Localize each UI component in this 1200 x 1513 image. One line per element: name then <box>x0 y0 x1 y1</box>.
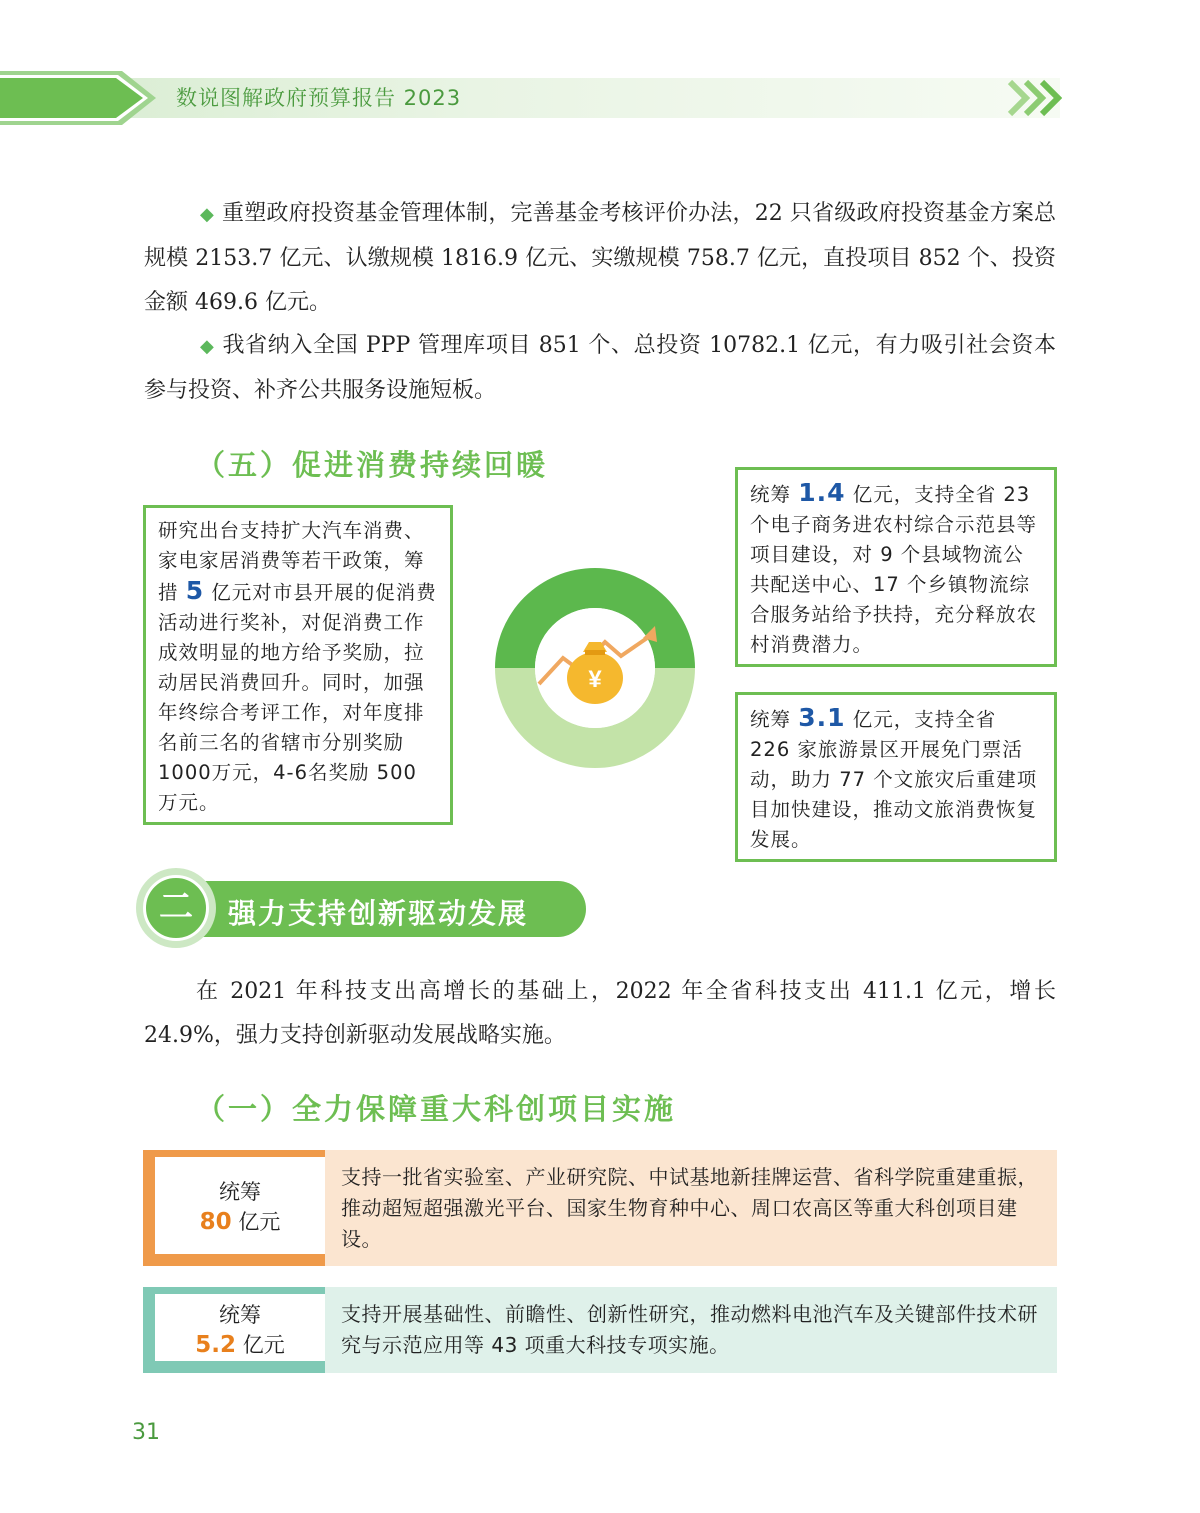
diamond-bullet-icon: ◆ <box>200 204 215 225</box>
paragraph-ppp <box>144 324 1056 413</box>
funding-label <box>143 1287 325 1373</box>
page-number: 31 <box>132 1420 160 1445</box>
box-text: 研究出台支持扩大汽车消费、家电家居消费等若干政策，筹措 <box>158 519 425 604</box>
section-number: 二 <box>159 887 193 927</box>
funding-label <box>143 1150 325 1266</box>
highlight-number: 5 <box>185 576 205 605</box>
header-title: 数说图解政府预算报告 2023 <box>176 86 462 110</box>
funding-description: 支持开展基础性、前瞻性、创新性研究，推动燃料电池汽车及关键部件技术研究与示范应用等 43 项重大科技专项实施。 <box>325 1287 1057 1373</box>
diamond-bullet-icon: ◆ <box>200 336 215 357</box>
funding-amount <box>155 1330 325 1360</box>
funding-row <box>143 1150 1057 1266</box>
rural-ecommerce-box <box>735 467 1057 667</box>
tourism-box <box>735 692 1057 862</box>
section-banner <box>136 868 586 948</box>
funding-number: 5.2 <box>195 1332 237 1358</box>
subheading-consumption: （五）促进消费持续回暖 <box>196 448 549 482</box>
paragraph-fund-reform <box>144 192 1056 325</box>
funding-amount <box>155 1207 325 1237</box>
box-text: 亿元对市县开展的促消费活动进行奖补，对促消费工作成效明显的地方给予奖励，拉动居民消费回升。同时，加强年终综合考评工作，对年度排名前三名的省辖市分别奖励1000万元，4-6名奖励 500 万元。 <box>158 581 437 814</box>
funding-label-text: 统筹 <box>219 1180 261 1204</box>
money-bag-icon <box>493 566 697 770</box>
funding-unit: 亿元 <box>231 1210 281 1234</box>
funding-unit: 亿元 <box>236 1333 285 1357</box>
funding-number: 80 <box>199 1209 232 1235</box>
subheading-sci-projects: （一）全力保障重大科创项目实施 <box>196 1092 677 1126</box>
header-arrow-icon <box>0 70 160 126</box>
consumption-policy-box <box>143 505 453 825</box>
paragraph-text: 重塑政府投资基金管理体制，完善基金考核评价办法，22 只省级政府投资基金方案总规模 2153.7 亿元、认缴规模 1816.9 亿元、实缴规模 758.7 亿元，直投项目 852 个、投资金额 469.6 亿元。 <box>144 201 1056 315</box>
chevrons-icon <box>1006 78 1062 118</box>
svg-text:¥: ¥ <box>588 666 602 693</box>
funding-row <box>143 1287 1057 1373</box>
funding-description: 支持一批省实验室、产业研究院、中试基地新挂牌运营、省科学院重建重振，推动超短超强激光平台、国家生物育种中心、周口农高区等重大科创项目建设。 <box>325 1150 1057 1266</box>
highlight-number: 1.4 <box>798 478 846 507</box>
box-text: 统筹 <box>750 708 799 731</box>
highlight-number: 3.1 <box>798 703 846 732</box>
box-text: 亿元，支持全省 23 个电子商务进农村综合示范县等项目建设，对 9 个县域物流公共配送中心、17 个乡镇物流综合服务站给予扶持，充分释放农村消费潜力。 <box>750 483 1038 656</box>
funding-label-text: 统筹 <box>219 1303 261 1327</box>
section-title: 强力支持创新驱动发展 <box>228 897 529 930</box>
section-intro: 在 2021 年科技支出高增长的基础上，2022 年全省科技支出 411.1 亿元，增长 24.9%，强力支持创新驱动发展战略实施。 <box>144 979 1056 1048</box>
box-text: 亿元，支持全省 226 家旅游景区开展免门票活动，助力 77 个文旅灾后重建项目加快建设，推动文旅消费恢复发展。 <box>750 708 1038 851</box>
paragraph-text: 我省纳入全国 PPP 管理库项目 851 个、总投资 10782.1 亿元，有力吸引社会资本参与投资、补齐公共服务设施短板。 <box>144 333 1057 403</box>
box-text: 统筹 <box>750 483 799 506</box>
